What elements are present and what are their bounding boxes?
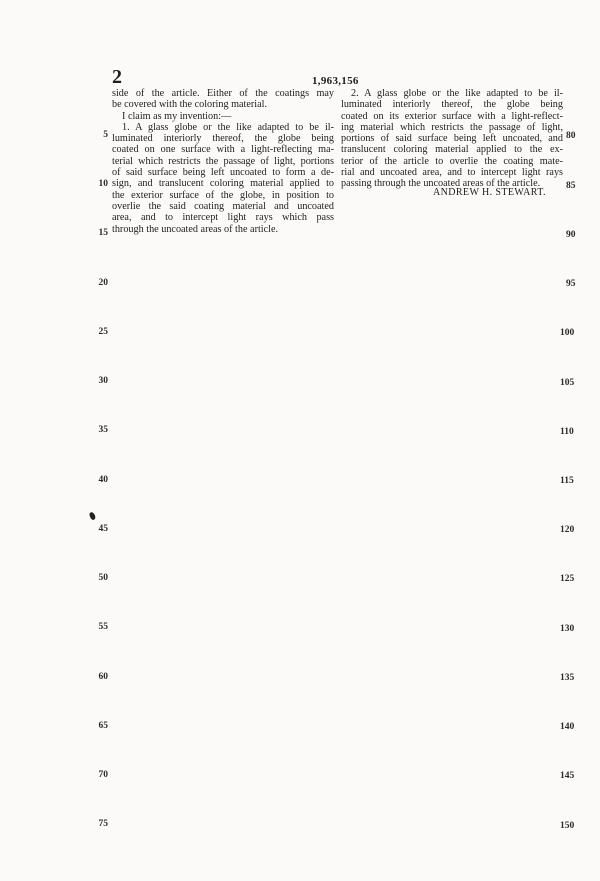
line-number: 120 xyxy=(560,525,575,535)
line-number: 150 xyxy=(560,821,575,831)
text-line: terial which restricts the passage of light, portions xyxy=(112,155,334,167)
left-column xyxy=(112,88,334,235)
line-number: 25 xyxy=(98,327,108,337)
line-number: 50 xyxy=(98,573,108,583)
text-line: translucent coloring material applied to the ex- xyxy=(341,144,563,156)
text-line: I claim as my invention:— xyxy=(122,110,232,122)
line-number: 85 xyxy=(566,181,576,191)
text-line: sign, and translucent coloring material applied to xyxy=(112,178,334,190)
text-line: 1. A glass globe or the like adapted to be il- xyxy=(122,121,334,133)
line-number: 45 xyxy=(98,524,108,534)
line-number: 105 xyxy=(560,378,575,388)
text-line: overlie the said coating material and uncoated xyxy=(112,200,334,212)
line-number: 65 xyxy=(98,721,108,731)
line-number: 125 xyxy=(560,574,575,584)
page-number: 2 xyxy=(112,66,122,88)
line-number: 75 xyxy=(98,819,108,829)
text-line: rial and uncoated area, and to intercept light rays xyxy=(341,167,563,179)
line-number: 80 xyxy=(566,131,576,141)
line-number: 110 xyxy=(560,427,574,437)
text-line: area, and to intercept light rays which pass xyxy=(112,212,334,224)
text-line: of said surface being left uncoated to form a de- xyxy=(112,167,334,179)
line-number: 135 xyxy=(560,673,575,683)
line-number: 100 xyxy=(560,328,575,338)
line-number: 145 xyxy=(560,771,575,781)
signature: ANDREW H. STEWART. xyxy=(433,187,546,198)
line-number: 115 xyxy=(560,476,574,486)
line-number: 140 xyxy=(560,722,575,732)
right-column xyxy=(341,88,563,190)
text-line: coated on its exterior surface with a light-reflect- xyxy=(341,110,563,122)
line-number: 90 xyxy=(566,230,576,240)
text-line: luminated interiorly thereof, the globe being xyxy=(341,99,563,111)
line-number: 40 xyxy=(98,475,108,485)
line-number: 10 xyxy=(98,179,108,189)
text-line: passing through the uncoated areas of the article. xyxy=(341,178,541,190)
text-line: be covered with the coloring material. xyxy=(112,99,268,111)
line-number: 130 xyxy=(560,624,575,634)
text-line: through the uncoated areas of the article. xyxy=(112,223,279,235)
text-line: side of the article. Either of the coatings may xyxy=(112,88,334,99)
text-line: ing material which restricts the passage of light, xyxy=(341,121,563,133)
line-number: 15 xyxy=(98,228,108,238)
ink-speck xyxy=(89,511,96,520)
text-line: 2. A glass globe or the like adapted to be il- xyxy=(351,88,563,99)
line-number: 60 xyxy=(98,672,108,682)
line-number: 20 xyxy=(98,278,108,288)
patent-number: 1,963,156 xyxy=(312,75,359,87)
line-number: 35 xyxy=(98,425,108,435)
line-number: 70 xyxy=(98,770,108,780)
text-line: the exterior surface of the globe, in position to xyxy=(112,189,334,201)
text-line: terior of the article to overlie the coating mate- xyxy=(341,155,563,167)
text-line: portions of said surface being left uncoated, and xyxy=(341,133,563,145)
line-number: 95 xyxy=(566,279,576,289)
text-line: coated on one surface with a light-reflecting ma- xyxy=(112,144,334,156)
text-line: luminated interiorly thereof, the globe being xyxy=(112,133,334,145)
line-number: 30 xyxy=(98,376,108,386)
line-number: 5 xyxy=(103,130,108,140)
line-number: 55 xyxy=(98,622,108,632)
